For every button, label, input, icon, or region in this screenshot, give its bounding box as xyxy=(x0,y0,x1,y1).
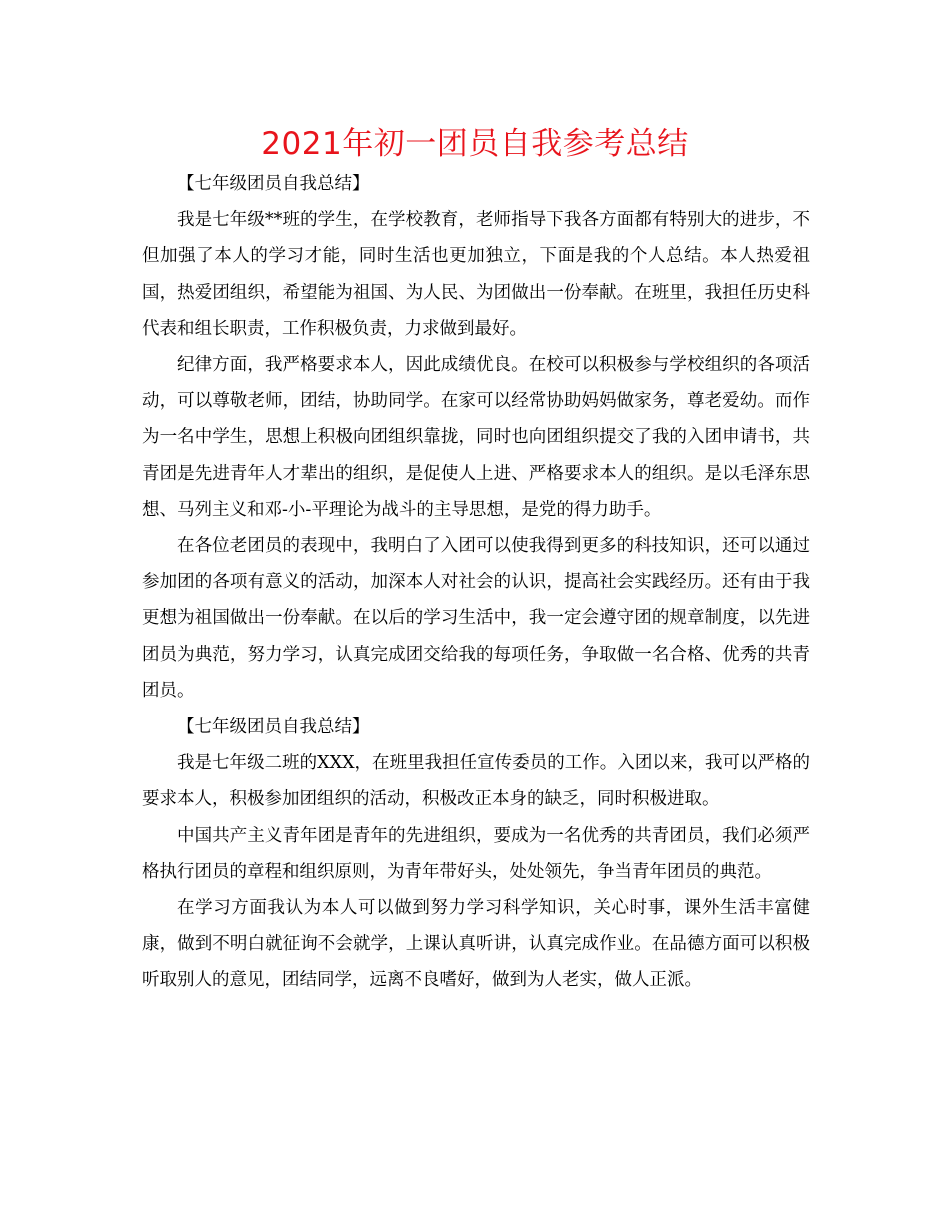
section-heading-2: 【七年级团员自我总结】 xyxy=(177,717,370,738)
paragraph-6: 在学习方面我认为本人可以做到努力学习科学知识，关心时事，课外生活丰富健康，做到不明白就征询不会就学，上课认真听讲，认真完成作业。在品德方面可以积极听取别人的意见，团结同学，远离不良嗜好，做到为人老实，做人正派。 xyxy=(142,898,810,991)
paragraph-3: 在各位老团员的表现中，我明白了入团可以使我得到更多的科技知识，还可以通过参加团的各项有意义的活动，加深本人对社会的认识，提高社会实践经历。还有由于我更想为祖国做出一份奉献。在以后的学习生活中，我一定会遵守团的规章制度，以先进团员为典范，努力学习，认真完成团交给我的每项任务，争取做一名合格、优秀的共青团员。 xyxy=(142,536,810,701)
document-body xyxy=(142,166,810,999)
section-heading-1: 【七年级团员自我总结】 xyxy=(177,174,370,194)
paragraph-2: 纪律方面，我严格要求本人，因此成绩优良。在校可以积极参与学校组织的各项活动，可以尊敬老师，团结，协助同学。在家可以经常协助妈妈做家务，尊老爱幼。而作为一名中学生，思想上积极向团组织靠拢，同时也向团组织提交了我的入团申请书，共青团是先进青年人才辈出的组织，是促使人上进、严格要求本人的组织。是以毛泽东思想、马列主义和邓-小-平理论为战斗的主导思想，是党的得力助手。 xyxy=(142,355,810,520)
document-title: 2021年初一团员自我参考总结 xyxy=(261,126,689,162)
paragraph-4: 我是七年级二班的XXX，在班里我担任宣传委员的工作。入团以来，我可以严格的要求本人，积极参加团组织的活动，积极改正本身的缺乏，同时积极进取。 xyxy=(142,753,810,810)
paragraph-5: 中国共产主义青年团是青年的先进组织，要成为一名优秀的共青团员，我们必须严格执行团员的章程和组织原则，为青年带好头，处处领先，争当青年团员的典范。 xyxy=(142,825,810,882)
paragraph-1: 我是七年级**班的学生，在学校教育，老师指导下我各方面都有特别大的进步，不但加强了本人的学习才能，同时生活也更加独立，下面是我的个人总结。本人热爱祖国，热爱团组织，希望能为祖国、为人民、为团做出一份奉献。在班里，我担任历史科代表和组长职责，工作积极负责，力求做到最好。 xyxy=(142,210,810,339)
